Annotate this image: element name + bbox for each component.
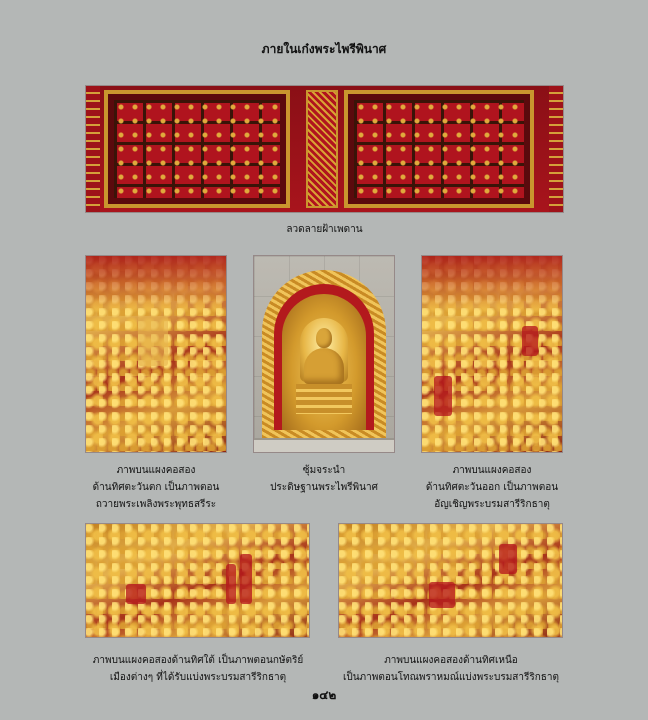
ceiling-caption [86,221,563,238]
east-caption-line-1: ภาพบนแผงคอสอง [452,465,532,476]
page-title: ภายในเก๋งพระไพรีพินาศ [261,42,387,56]
niche-caption [244,462,404,496]
west-caption-line-2: ด้านทิศตะวันตก เป็นภาพตอน [92,482,220,493]
north-caption [326,652,576,686]
ceiling-coffer-right [344,90,534,208]
south-caption-line-2: เมืองต่างๆ ที่ได้รับแบ่งพระบรมสารีริกธาตุ [109,672,287,683]
north-caption-line-1: ภาพบนแผงคอสองด้านทิศเหนือ [384,655,518,666]
south-caption [70,652,326,686]
north-relief-photo [339,524,562,637]
south-caption-line-1: ภาพบนแผงคอสองด้านทิศใต้ เป็นภาพตอนกษัตริย์ [92,655,304,666]
niche-caption-line-1: ซุ้มจระนำ [302,465,346,476]
west-caption-line-1: ภาพบนแผงคอสอง [116,465,196,476]
east-relief-photo [422,256,562,452]
stupa-shape [138,316,168,366]
ceiling-coffer-left [104,90,290,208]
buddha-statue [316,328,332,348]
north-caption-line-2: เป็นภาพตอนโทณพราหมณ์แบ่งพระบรมสารีริกธาตุ [342,672,560,683]
west-caption-line-3: ถวายพระเพลิงพระพุทธสรีระ [95,499,217,510]
buddha-niche-photo [254,256,394,452]
west-relief-photo [86,256,226,452]
ceiling-side-ornament-left [86,86,100,212]
west-caption [70,462,242,513]
east-caption-line-3: อัญเชิญพระบรมสารีริกธาตุ [434,499,550,510]
statue-pedestal [296,384,352,414]
ceiling-center-panel [306,90,338,208]
ceiling-side-ornament-right [549,86,563,212]
niche-caption-line-2: ประดิษฐานพระไพรีพินาศ [270,482,378,493]
east-caption [404,462,580,513]
ceiling-caption-line: ลวดลายฝ้าเพดาน [286,224,363,235]
east-caption-line-2: ด้านทิศตะวันออก เป็นภาพตอน [425,482,559,493]
ceiling-photo [86,86,563,212]
south-relief-photo [86,524,309,637]
page-number: ๑๔๒ [311,688,337,702]
